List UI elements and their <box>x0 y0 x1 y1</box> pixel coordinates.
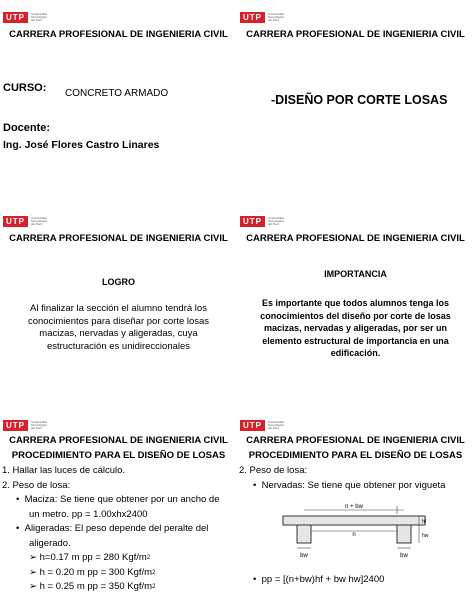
logo-tagline: Universidad Tecnológica del Perú <box>31 216 47 226</box>
utp-logo <box>240 216 288 227</box>
bullet-icon: • <box>253 574 262 585</box>
importancia-body: Es importante que todos alumnos tenga los conocimientos del diseño por corte de losas macizas, nervadas y aligeradas, por ser un elemento estructural de importancia en una edificación. <box>260 298 451 358</box>
logo-tagline: Universidad Tecnológica del Perú <box>268 12 284 22</box>
slide-header: CARRERA PROFESIONAL DE INGENIERIA CIVIL <box>9 435 228 446</box>
list-item: 2. Peso de losa: <box>239 465 308 476</box>
slide-header: CARRERA PROFESIONAL DE INGENIERIA CIVIL <box>9 29 228 40</box>
label-bw-right: bw <box>400 553 408 559</box>
list-item: • Aligeradas: El peso depende del peralte del <box>16 523 209 534</box>
list-item: un metro. pp = 1.00xhx2400 <box>29 508 148 520</box>
arrow-bullet-icon: ➢ <box>29 581 40 592</box>
logo-mark: UTP <box>240 420 265 431</box>
list-item: ➢ h = 0.20 m pp = 300 Kgf/$m^2$ <box>29 566 156 578</box>
list-item: 2. Peso de losa: <box>2 479 71 491</box>
slide-header: CARRERA PROFESIONAL DE INGENIERIA CIVIL <box>246 233 465 244</box>
bullet-icon: • <box>16 523 25 534</box>
list-item: 1. Hallar las luces de cálculo. <box>2 465 126 476</box>
arrow-bullet-icon: ➢ <box>29 552 40 563</box>
logo-tagline: Universidad Tecnológica del Perú <box>268 420 284 430</box>
procedure-list <box>239 464 445 493</box>
topic-title: -DISEÑO POR CORTE LOSAS <box>271 93 448 107</box>
curso-value: CONCRETO ARMADO <box>65 88 169 99</box>
rib-section-diagram <box>279 502 429 568</box>
label-hf: hf <box>422 519 427 525</box>
logro-title: LOGRO <box>102 277 135 287</box>
label-n: n <box>352 532 356 538</box>
list-item: aligerado. <box>29 537 71 549</box>
logo-mark: UTP <box>3 216 28 227</box>
bullet-icon: • <box>16 494 25 505</box>
utp-logo <box>240 12 288 23</box>
logo-tagline: Universidad Tecnológica del Perú <box>268 216 284 226</box>
logo-mark: UTP <box>240 216 265 227</box>
docente-value: Ing. José Flores Castro Linares <box>3 139 160 151</box>
slide-header: CARRERA PROFESIONAL DE INGENIERIA CIVIL <box>246 29 465 40</box>
label-hw: hw <box>422 533 429 539</box>
slide-procedimiento-2 <box>237 408 474 612</box>
label-bw-left: bw <box>300 553 308 559</box>
list-item: ➢ h=0.17 m pp = 280 Kgf/$m^2$ <box>29 552 151 563</box>
slide-course-info <box>0 0 237 204</box>
utp-logo <box>3 216 51 227</box>
slide-header: CARRERA PROFESIONAL DE INGENIERIA CIVIL <box>9 233 228 244</box>
slide-importancia <box>237 204 474 408</box>
logo-mark: UTP <box>3 420 28 431</box>
slide-topic <box>237 0 474 204</box>
logo-tagline: Universidad Tecnológica del Perú <box>31 12 47 22</box>
procedure-list <box>2 464 220 595</box>
list-item: • Maciza: Se tiene que obtener por un ancho de <box>16 494 220 505</box>
list-item: ➢ h = 0.25 m pp = 350 Kgf/$m^2$ <box>29 581 156 592</box>
formula-list <box>239 573 384 588</box>
importancia-title: IMPORTANCIA <box>324 269 387 279</box>
utp-logo <box>3 420 51 431</box>
procedure-subtitle: PROCEDIMIENTO PARA EL DISEÑO DE LOSAS <box>248 450 463 461</box>
utp-logo <box>3 12 51 23</box>
logo-mark: UTP <box>240 12 265 23</box>
docente-label: Docente: <box>3 122 51 134</box>
procedure-subtitle: PROCEDIMIENTO PARA EL DISEÑO DE LOSAS <box>11 450 226 461</box>
slide-logro <box>0 204 237 408</box>
slide-header: CARRERA PROFESIONAL DE INGENIERIA CIVIL <box>246 435 465 446</box>
slide-procedimiento-1 <box>0 408 237 612</box>
list-item: • Nervadas: Se tiene que obtener por vigueta <box>253 479 446 491</box>
arrow-bullet-icon: ➢ <box>29 566 40 578</box>
utp-logo <box>240 420 288 431</box>
logo-tagline: Universidad Tecnológica del Perú <box>31 420 47 430</box>
bullet-icon: • <box>253 479 262 491</box>
logro-body: Al finalizar la sección el alumno tendrá los conocimientos para diseñar por corte losas macizas, nervadas y aligeradas, cuya estructuración es unidireccionales <box>27 303 210 352</box>
list-item: • pp = [(n+bw)hf + bw hw]2400 <box>253 574 385 585</box>
logo-mark: UTP <box>3 12 28 23</box>
label-n-plus-bw: n + bw <box>345 504 363 510</box>
curso-label: CURSO: <box>3 82 47 94</box>
